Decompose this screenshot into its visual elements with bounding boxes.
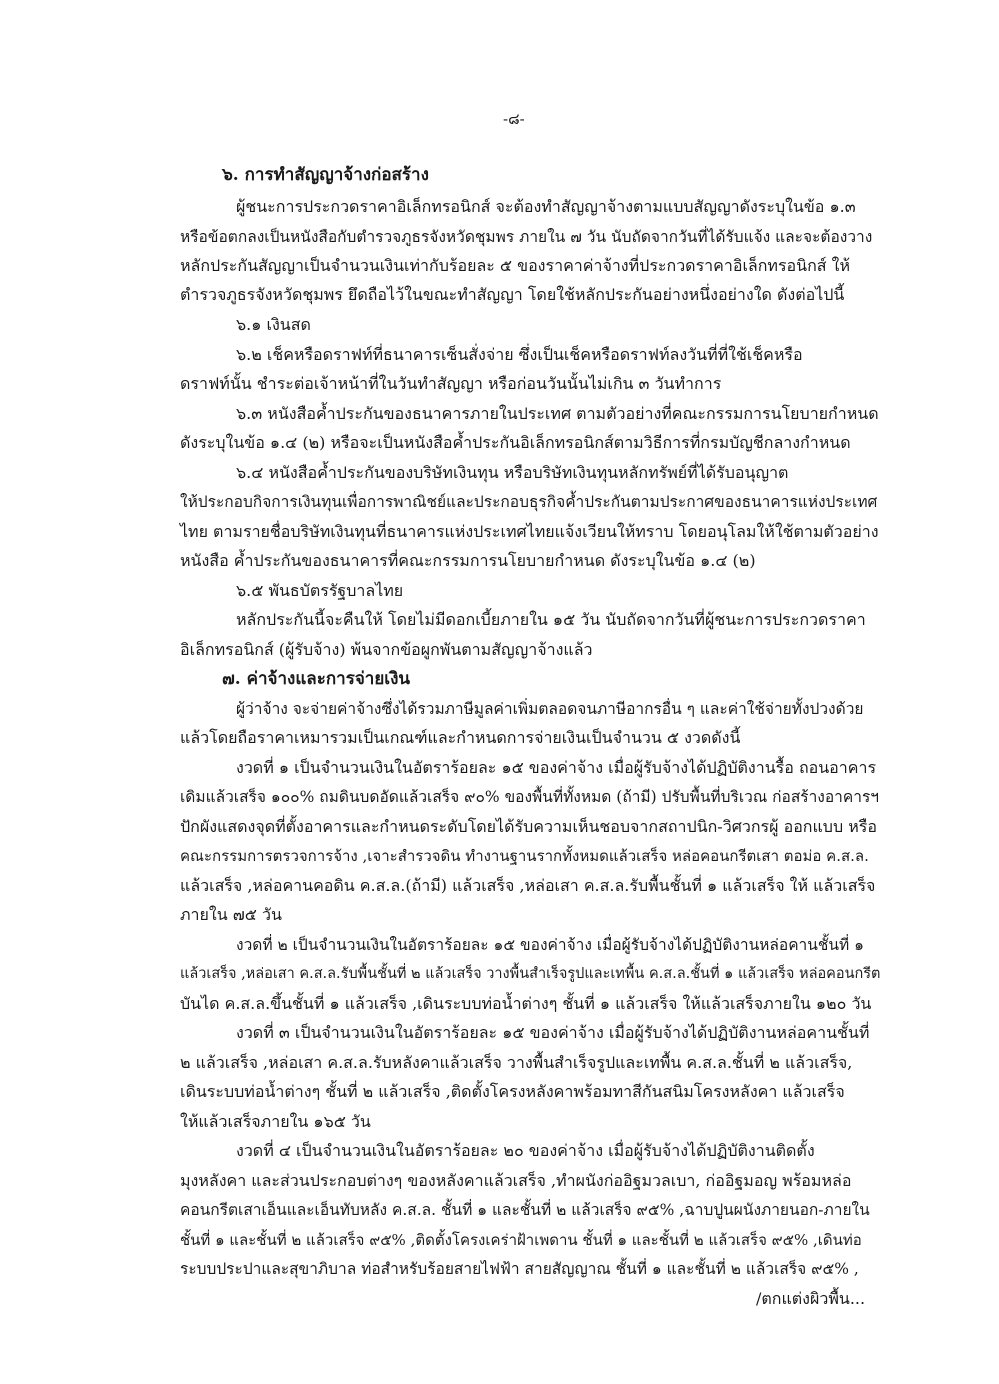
body-line: งวดที่ ๓ เป็นจำนวนเงินในอัตราร้อยละ ๑๕ ของค่าจ้าง เมื่อผู้รับจ้างได้ปฏิบัติงานหล่อคานชั้นที่ — [236, 1023, 870, 1042]
body-line: ภายใน ๗๕ วัน — [180, 905, 282, 924]
body-line: ดังระบุในข้อ ๑.๔ (๒) หรือจะเป็นหนังสือค้ำประกันอิเล็กทรอนิกส์ตามวิธีการที่กรมบัญชีกลางกำหนด — [180, 433, 851, 452]
body-line: หนังสือ ค้ำประกันของธนาคารที่คณะกรรมการนโยบายกำหนด ดังระบุในข้อ ๑.๔ (๒) — [180, 551, 756, 570]
body-line: ระบบประปาและสุขาภิบาล ท่อสำหรับร้อยสายไฟฟ้า สายสัญญาณ ชั้นที่ ๑ และชั้นที่ ๒ แล้วเสร็จ ๙๕% , — [180, 1260, 859, 1278]
body-line: บันได ค.ส.ล.ขึ้นชั้นที่ ๑ แล้วเสร็จ ,เดินระบบท่อน้ำต่างๆ ชั้นที่ ๑ แล้วเสร็จ ให้แล้วเสร็จภายใน ๑๒๐ วัน — [180, 994, 872, 1013]
body-line: หลักประกันนี้จะคืนให้ โดยไม่มีดอกเบี้ยภายใน ๑๕ วัน นับถัดจากวันที่ผู้ชนะการประกวดราคา — [236, 610, 866, 629]
continuation-marker: /ตกแต่งผิวพื้น... — [756, 1289, 866, 1308]
body-line: งวดที่ ๑ เป็นจำนวนเงินในอัตราร้อยละ ๑๕ ของค่าจ้าง เมื่อผู้รับจ้างได้ปฏิบัติงานรื้อ ถอนอาคาร — [236, 758, 877, 777]
body-line: ดราฟท์นั้น ชำระต่อเจ้าหน้าที่ในวันทำสัญญา หรือก่อนวันนั้นไม่เกิน ๓ วันทำการ — [180, 374, 722, 393]
body-line: ไทย ตามรายชื่อบริษัทเงินทุนที่ธนาคารแห่งประเทศไทยแจ้งเวียนให้ทราบ โดยอนุโลมให้ใช้ตามตัวอย่าง — [180, 522, 879, 541]
body-line: ให้แล้วเสร็จภายใน ๑๖๕ วัน — [180, 1112, 371, 1131]
body-line: งวดที่ ๔ เป็นจำนวนเงินในอัตราร้อยละ ๒๐ ของค่าจ้าง เมื่อผู้รับจ้างได้ปฏิบัติงานติดตั้ง — [236, 1141, 815, 1160]
body-line: มุงหลังคา และส่วนประกอบต่างๆ ของหลังคาแล้วเสร็จ ,ทำผนังก่ออิฐมวลเบา, ก่ออิฐมอญ พร้อมหล่อ — [180, 1171, 852, 1190]
body-line: ๖.๓ หนังสือค้ำประกันของธนาคารภายในประเทศ ตามตัวอย่างที่คณะกรรมการนโยบายกำหนด — [236, 404, 879, 423]
body-line: ๖.๒ เช็คหรือดราฟท์ที่ธนาคารเซ็นสั่งจ่าย ซึ่งเป็นเช็คหรือดราฟท์ลงวันที่ที่ใช้เช็คหรือ — [236, 345, 803, 364]
body-line: ให้ประกอบกิจการเงินทุนเพื่อการพาณิชย์และประกอบธุรกิจค้ำประกันตามประกาศของธนาคารแห่งประเทศ — [180, 493, 878, 511]
body-line: ชั้นที่ ๑ และชั้นที่ ๒ แล้วเสร็จ ๙๕% ,ติดตั้งโครงเคร่าฝ้าเพดาน ชั้นที่ ๑ และชั้นที่ ๒ แล้วเสร็จ ๙๕% ,เดินท่อ — [180, 1231, 862, 1249]
body-line: ปักผังแสดงจุดที่ตั้งอาคารและกำหนดระดับโดยได้รับความเห็นชอบจากสถาปนิก-วิศวกรผู้ ออกแบบ หรือ — [180, 817, 877, 836]
body-line: เดินระบบท่อน้ำต่างๆ ชั้นที่ ๒ แล้วเสร็จ ,ติดตั้งโครงหลังคาพร้อมทาสีกันสนิมโครงหลังคา แล้วเสร็จ — [180, 1082, 845, 1101]
body-line: คณะกรรมการตรวจการจ้าง ,เจาะสำรวจดิน ทำงานฐานรากทั้งหมดแล้วเสร็จ หล่อคอนกรีตเสา ตอม่อ ค.ส.ล. — [180, 847, 869, 865]
body-line: คอนกรีตเสาเอ็นและเอ็นทับหลัง ค.ส.ล. ชั้นที่ ๑ และชั้นที่ ๒ แล้วเสร็จ ๙๕% ,ฉาบปูนผนังภายนอก-ภายใน — [180, 1201, 870, 1219]
body-line: แล้วเสร็จ ,หล่อคานคอดิน ค.ส.ล.(ถ้ามี) แล้วเสร็จ ,หล่อเสา ค.ส.ล.รับพื้นชั้นที่ ๑ แล้วเสร็จ ให้ แล้วเสร็จ — [180, 876, 876, 895]
body-line: ตำรวจภูธรจังหวัดชุมพร ยึดถือไว้ในขณะทำสัญญา โดยใช้หลักประกันอย่างหนึ่งอย่างใด ดังต่อไปนี้ — [180, 285, 845, 304]
body-line: แล้วโดยถือราคาเหมารวมเป็นเกณฑ์และกำหนดการจ่ายเงินเป็นจำนวน ๕ งวดดังนี้ — [180, 728, 741, 747]
section-6-heading: ๖. การทำสัญญาจ้างก่อสร้าง — [222, 165, 429, 185]
body-line: หลักประกันสัญญาเป็นจำนวนเงินเท่ากับร้อยละ ๕ ของราคาค่าจ้างที่ประกวดราคาอิเล็กทรอนิกส์ ให้ — [180, 256, 850, 275]
body-line: หรือข้อตกลงเป็นหนังสือกับตำรวจภูธรจังหวัดชุมพร ภายใน ๗ วัน นับถัดจากวันที่ได้รับแจ้ง และจะต้องวาง — [180, 228, 873, 246]
body-line: ๒ แล้วเสร็จ ,หล่อเสา ค.ส.ล.รับหลังคาแล้วเสร็จ วางพื้นสำเร็จรูปและเทพื้น ค.ส.ล.ชั้นที่ ๒ แล้วเสร็จ, — [180, 1053, 853, 1072]
body-line: งวดที่ ๒ เป็นจำนวนเงินในอัตราร้อยละ ๑๕ ของค่าจ้าง เมื่อผู้รับจ้างได้ปฏิบัติงานหล่อคานชั้นที่ ๑ — [236, 936, 864, 954]
body-line: ผู้ว่าจ้าง จะจ่ายค่าจ้างซึ่งได้รวมภาษีมูลค่าเพิ่มตลอดจนภาษีอากรอื่น ๆ และค่าใช้จ่ายทั้งปวงด้วย — [236, 700, 864, 718]
page-number: -๘- — [503, 110, 525, 128]
body-line: ๖.๔ หนังสือค้ำประกันของบริษัทเงินทุน หรือบริษัทเงินทุนหลักทรัพย์ที่ได้รับอนุญาต — [236, 463, 789, 482]
body-line: เดิมแล้วเสร็จ ๑๐๐% ถมดินบดอัดแล้วเสร็จ ๙๐% ของพื้นที่ทั้งหมด (ถ้ามี) ปรับพื้นที่บริเวณ ก่อสร้างอาคารฯ — [180, 788, 879, 806]
body-line: ๖.๑ เงินสด — [236, 315, 311, 334]
section-7-heading: ๗. ค่าจ้างและการจ่ายเงิน — [222, 669, 411, 689]
body-line: แล้วเสร็จ ,หล่อเสา ค.ส.ล.รับพื้นชั้นที่ ๒ แล้วเสร็จ วางพื้นสำเร็จรูปและเทพื้น ค.ส.ล.ชั้นที่ ๑ แล้วเสร็จ หล่อคอนกรีต — [180, 966, 881, 982]
body-line: ผู้ชนะการประกวดราคาอิเล็กทรอนิกส์ จะต้องทำสัญญาจ้างตามแบบสัญญาดังระบุในข้อ ๑.๓ — [236, 197, 856, 216]
body-line: อิเล็กทรอนิกส์ (ผู้รับจ้าง) พ้นจากข้อผูกพันตามสัญญาจ้างแล้ว — [180, 640, 593, 659]
body-line: ๖.๕ พันธบัตรรัฐบาลไทย — [236, 581, 404, 600]
